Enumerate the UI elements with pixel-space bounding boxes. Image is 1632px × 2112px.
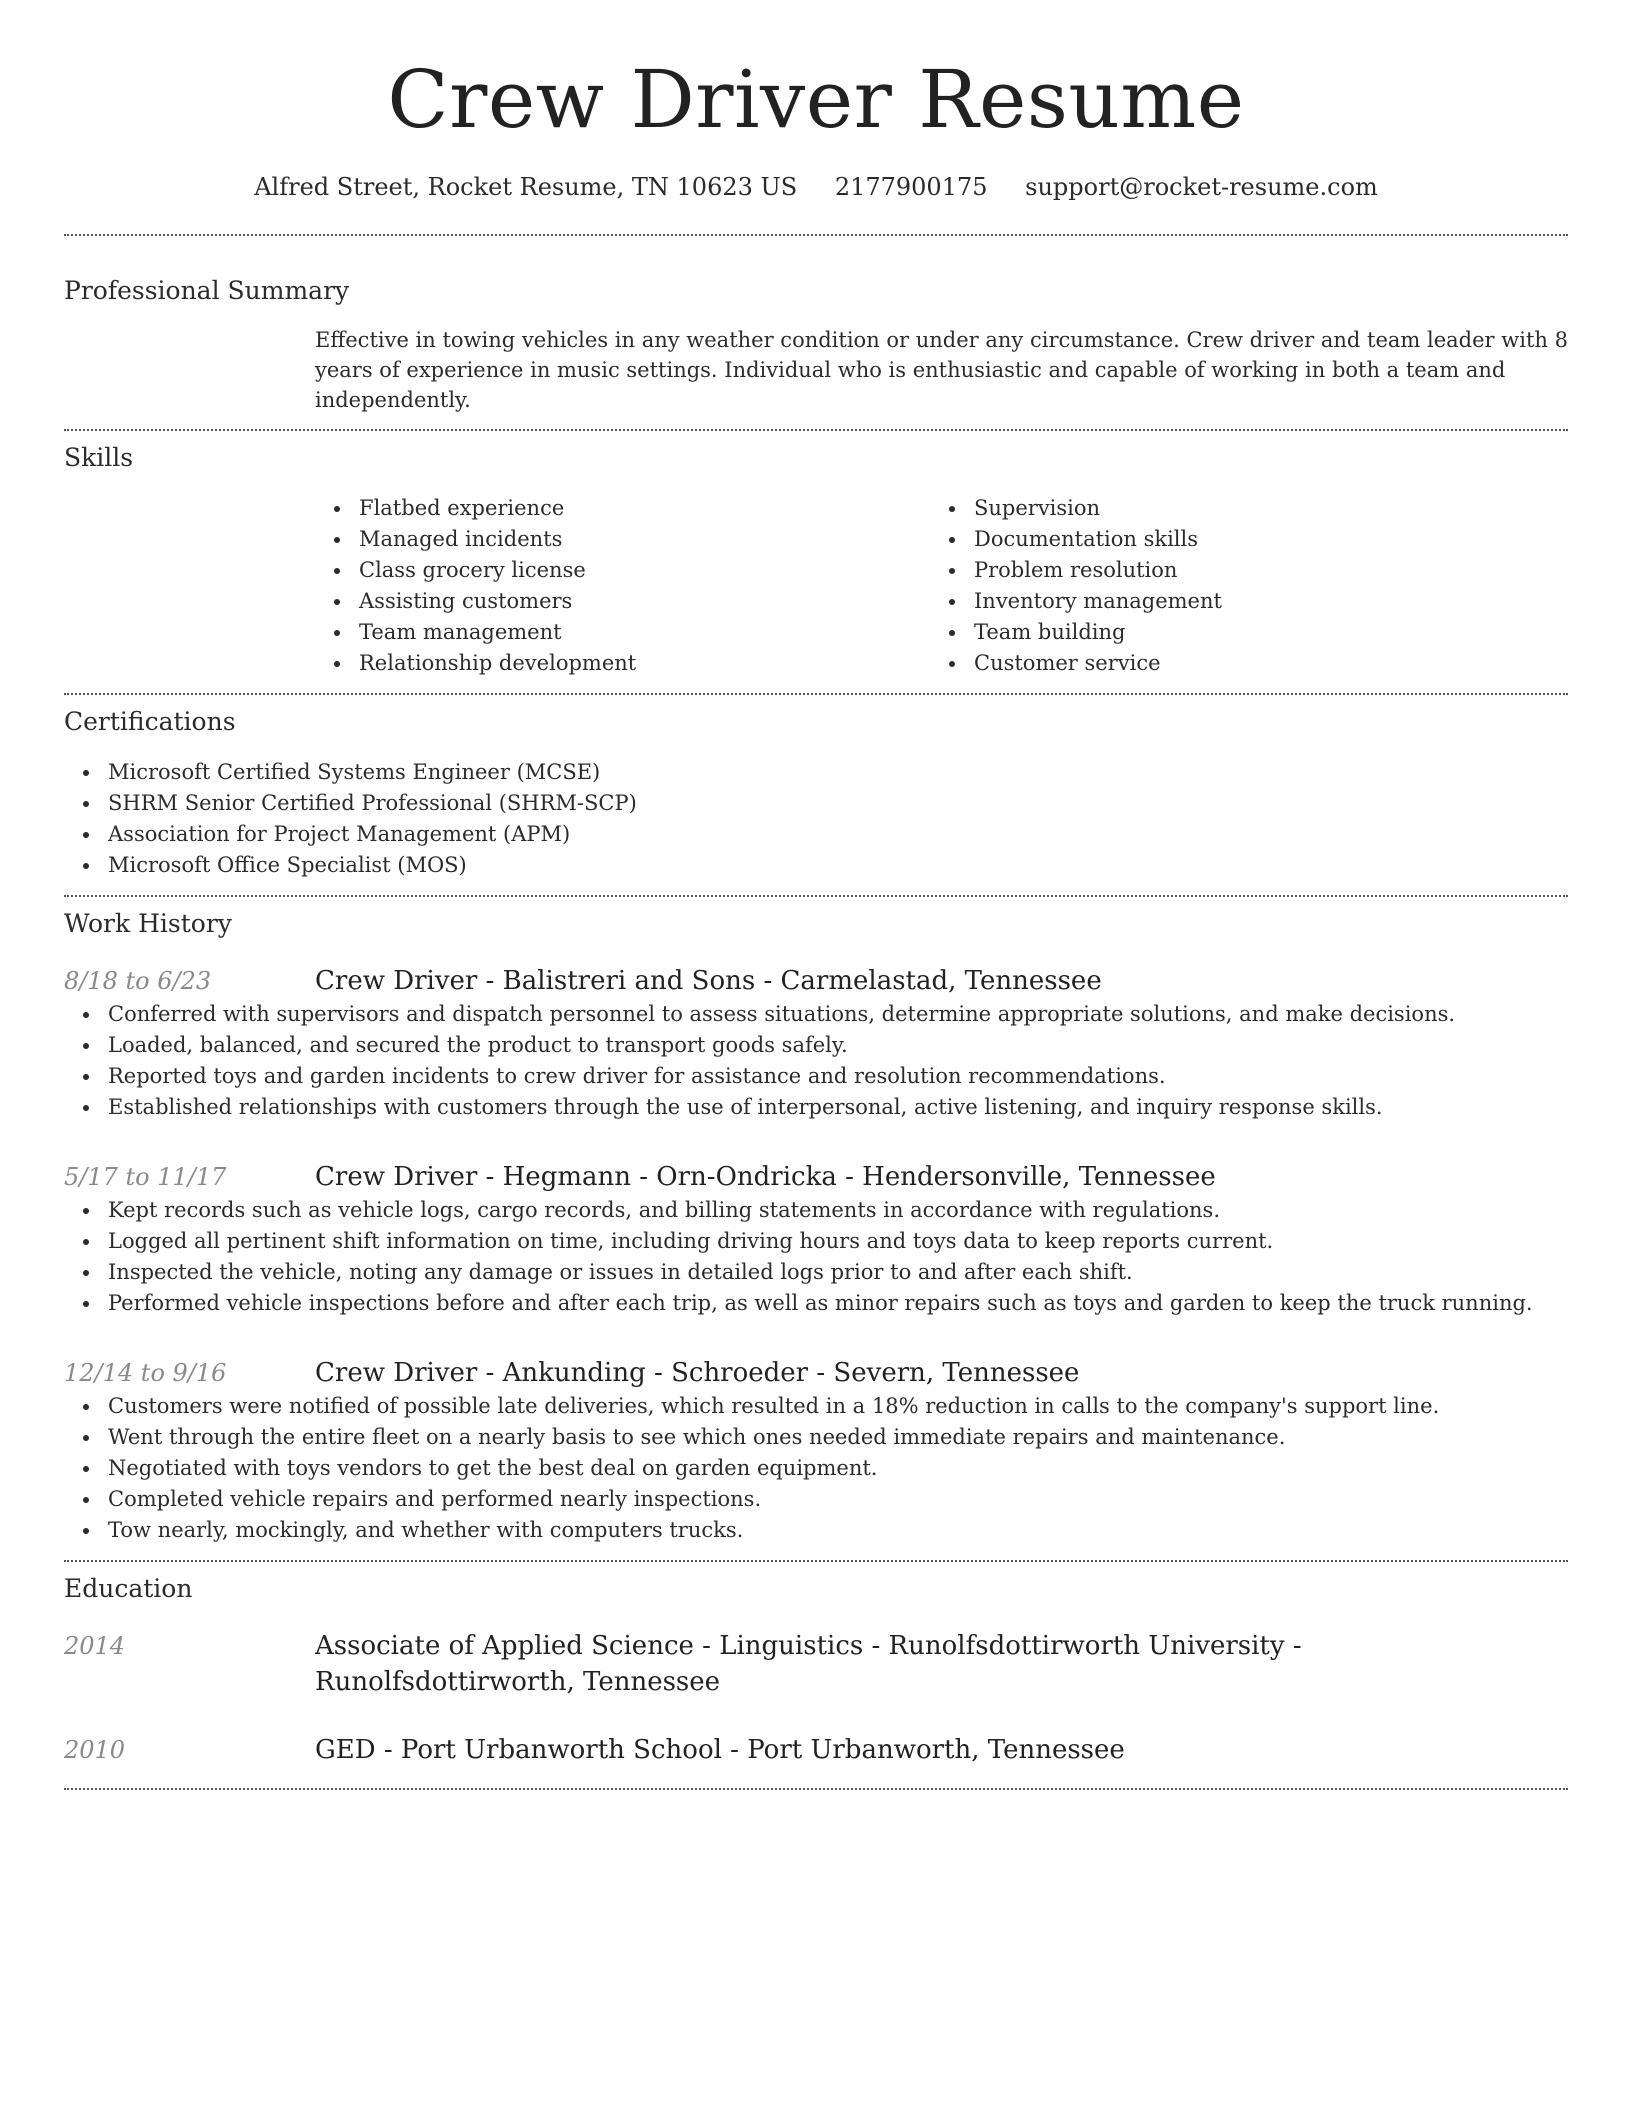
section-heading-summary: Professional Summary [64,276,350,305]
job-duties [64,1391,1568,1546]
list-item: Supervision [930,493,1545,524]
list-item: Logged all pertinent shift information on time, including driving hours and toys data to keep reports current. [64,1226,1568,1257]
summary-text: Effective in towing vehicles in any weather condition or under any circumstance. Crew driver and team leader with 8 years of experience in music settings. Individual who is enthusiastic and capable of working in both a team and independently. [315,328,1568,412]
list-item: Flatbed experience [315,493,930,524]
list-item: Managed incidents [315,524,930,555]
education-entry [64,1732,1568,1768]
list-item: Tow nearly, mockingly, and whether with computers trucks. [64,1515,1568,1546]
contact-line [64,170,1568,204]
list-item: Assisting customers [315,586,930,617]
work-history-section [64,897,1568,1546]
job-title: Crew Driver - Balistreri and Sons - Carmelastad, Tennessee [315,966,1102,996]
list-item: Customer service [930,648,1545,679]
job-dates: 8/18 to 6/23 [64,967,212,995]
list-item: Problem resolution [930,555,1545,586]
list-item: Completed vehicle repairs and performed nearly inspections. [64,1484,1568,1515]
education-entry [64,1628,1568,1700]
section-heading-education: Education [64,1574,193,1603]
list-item: Kept records such as vehicle logs, cargo records, and billing statements in accordance with regulations. [64,1195,1568,1226]
job-header [64,963,1568,999]
job-entry [64,1159,1568,1319]
job-header [64,1355,1568,1391]
resume-title: Crew Driver Resume [387,53,1245,146]
list-item: SHRM Senior Certified Professional (SHRM-SCP) [64,788,1568,819]
contact-address: Alfred Street, Rocket Resume, TN 10623 US [254,173,798,201]
job-dates: 12/14 to 9/16 [64,1359,227,1387]
list-item: Loaded, balanced, and secured the product to transport goods safely. [64,1030,1568,1061]
summary-section [64,236,1568,415]
job-entry [64,963,1568,1123]
list-item: Established relationships with customers through the use of interpersonal, active listening, and inquiry response skills. [64,1092,1568,1123]
contact-email: support@rocket-resume.com [1025,173,1378,201]
list-item: Inventory management [930,586,1545,617]
list-item: Went through the entire fleet on a nearly basis to see which ones needed immediate repairs and maintenance. [64,1422,1568,1453]
list-item: Microsoft Office Specialist (MOS) [64,850,1568,881]
skills-column-right [930,493,1545,679]
section-heading-certifications: Certifications [64,707,236,736]
list-item: Class grocery license [315,555,930,586]
list-item: Relationship development [315,648,930,679]
section-heading-skills: Skills [64,443,134,472]
education-detail: GED - Port Urbanworth School - Port Urbanworth, Tennessee [315,1735,1125,1765]
resume-page [64,0,1568,1790]
list-item: Team building [930,617,1545,648]
job-duties [64,1195,1568,1319]
job-entry [64,1355,1568,1546]
education-year: 2010 [64,1736,126,1764]
list-item: Conferred with supervisors and dispatch personnel to assess situations, determine appropriate solutions, and make decisions. [64,999,1568,1030]
skills-column-left [315,493,930,679]
list-item: Negotiated with toys vendors to get the best deal on garden equipment. [64,1453,1568,1484]
job-header [64,1159,1568,1195]
skills-list [315,493,1568,679]
list-item: Documentation skills [930,524,1545,555]
job-dates: 5/17 to 11/17 [64,1163,227,1191]
list-item: Team management [315,617,930,648]
skills-section [64,431,1568,679]
list-item: Reported toys and garden incidents to crew driver for assistance and resolution recommendations. [64,1061,1568,1092]
job-duties [64,999,1568,1123]
section-heading-work-history: Work History [64,909,232,938]
list-item: Performed vehicle inspections before and after each trip, as well as minor repairs such as toys and garden to keep the truck running. [64,1288,1568,1319]
certifications-list [64,757,1568,881]
contact-phone: 2177900175 [834,173,988,201]
education-section [64,1562,1568,1768]
list-item: Inspected the vehicle, noting any damage or issues in detailed logs prior to and after each shift. [64,1257,1568,1288]
certifications-section [64,695,1568,881]
job-title: Crew Driver - Ankunding - Schroeder - Severn, Tennessee [315,1358,1080,1388]
divider [64,1788,1568,1790]
education-year: 2014 [64,1632,126,1660]
list-item: Microsoft Certified Systems Engineer (MCSE) [64,757,1568,788]
list-item: Customers were notified of possible late deliveries, which resulted in a 18% reduction in calls to the company's support line. [64,1391,1568,1422]
education-detail: Associate of Applied Science - Linguistics - Runolfsdottirworth University - Runolfsdottirworth, Tennessee [315,1631,1302,1697]
list-item: Association for Project Management (APM) [64,819,1568,850]
job-title: Crew Driver - Hegmann - Orn-Ondricka - Hendersonville, Tennessee [315,1162,1216,1192]
